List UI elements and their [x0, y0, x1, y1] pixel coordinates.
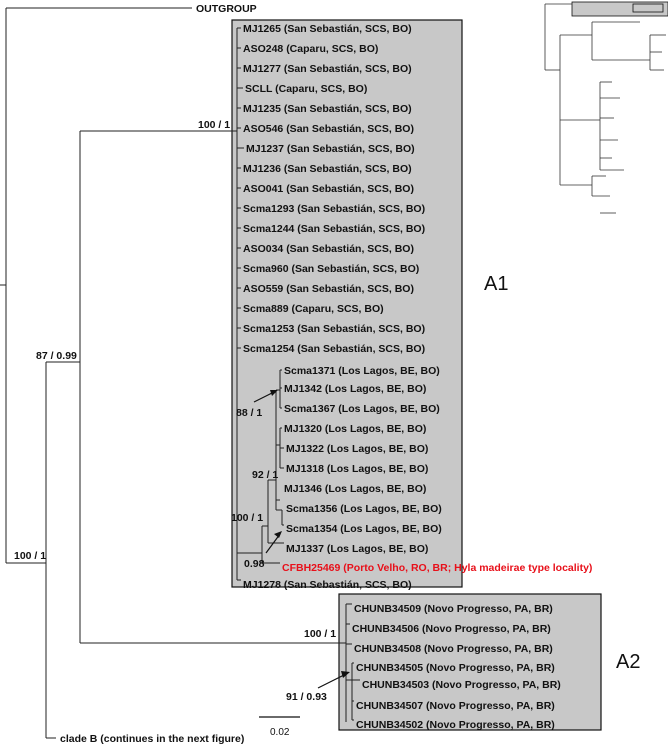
clade-b-label: clade B (continues in the next figure): [60, 733, 245, 745]
support-a2-node: 100 / 1: [304, 628, 337, 640]
a2-taxon-label: CHUNB34508 (Novo Progresso, PA, BR): [354, 643, 553, 655]
a1-taxon-label: MJ1235 (San Sebastián, SCS, BO): [243, 103, 412, 115]
a1-taxon-label: Scma1371 (Los Lagos, BE, BO): [284, 365, 440, 377]
a1-taxon-label: Scma960 (San Sebastián, SCS, BO): [243, 263, 420, 275]
a1-taxon-label: Scma889 (Caparu, SCS, BO): [243, 303, 384, 315]
scale-bar: [259, 717, 300, 738]
a1-taxon-label: Scma1244 (San Sebastián, SCS, BO): [243, 223, 426, 235]
a2-taxon-label: CHUNB34507 (Novo Progresso, PA, BR): [356, 700, 555, 712]
clade-a2-taxa: [352, 603, 561, 731]
a1-taxon-label: Scma1254 (San Sebastián, SCS, BO): [243, 343, 426, 355]
support-lagos-c: 100 / 1: [231, 512, 264, 524]
a1-taxon-label: ASO546 (San Sebastián, SCS, BO): [243, 123, 414, 135]
a2-taxon-label: CHUNB34502 (Novo Progresso, PA, BR): [356, 719, 555, 731]
a1-taxon-label: MJ1342 (Los Lagos, BE, BO): [284, 383, 427, 395]
support-root-node: 100 / 1: [14, 550, 47, 562]
a2-taxon-label: CHUNB34505 (Novo Progresso, PA, BR): [356, 662, 555, 674]
a1-taxon-label: Scma1354 (Los Lagos, BE, BO): [286, 523, 442, 535]
a1-taxon-label: ASO034 (San Sebastián, SCS, BO): [243, 243, 414, 255]
a1-taxon-label: MJ1277 (San Sebastián, SCS, BO): [243, 63, 412, 75]
a1-taxon-label: Scma1253 (San Sebastián, SCS, BO): [243, 323, 426, 335]
a1-taxon-label: ASO559 (San Sebastián, SCS, BO): [243, 283, 414, 295]
a1-taxon-label: MJ1337 (Los Lagos, BE, BO): [286, 543, 429, 555]
a1-taxon-label: MJ1346 (Los Lagos, BE, BO): [284, 483, 427, 495]
clade-a2-name: A2: [616, 651, 641, 673]
scale-bar-label: 0.02: [270, 727, 290, 738]
a2-taxon-label: CHUNB34509 (Novo Progresso, PA, BR): [354, 603, 553, 615]
support-lagos-a: 88 / 1: [236, 407, 263, 419]
support-cfbh-node: 0.98: [244, 558, 265, 570]
a1-taxon-label: Scma1293 (San Sebastián, SCS, BO): [243, 203, 426, 215]
a1-taxon-label: MJ1322 (Los Lagos, BE, BO): [286, 443, 429, 455]
a1-taxon-label: ASO041 (San Sebastián, SCS, BO): [243, 183, 414, 195]
a1-taxon-label: MJ1318 (Los Lagos, BE, BO): [286, 463, 429, 475]
support-a1-node: 100 / 1: [198, 119, 231, 131]
a2-taxon-label: CHUNB34506 (Novo Progresso, PA, BR): [352, 623, 551, 635]
a1-taxon-label: ASO248 (Caparu, SCS, BO): [243, 43, 379, 55]
overview-thumbnail: [545, 2, 668, 213]
a1-taxon-label: MJ1278 (San Sebastián, SCS, BO): [243, 579, 412, 591]
a1-taxon-label: MJ1265 (San Sebastián, SCS, BO): [243, 23, 412, 35]
a1-taxon-label: MJ1320 (Los Lagos, BE, BO): [284, 423, 427, 435]
support-a-node: 87 / 0.99: [36, 350, 77, 362]
a1-taxon-label: MJ1236 (San Sebastián, SCS, BO): [243, 163, 412, 175]
outgroup-label: OUTGROUP: [196, 3, 257, 15]
a1-taxon-label: SCLL (Caparu, SCS, BO): [245, 83, 368, 95]
a1-taxon-label: MJ1237 (San Sebastián, SCS, BO): [246, 143, 415, 155]
support-lagos-b: 92 / 1: [252, 469, 279, 481]
a1-taxon-label: Scma1367 (Los Lagos, BE, BO): [284, 403, 440, 415]
clade-a1-name: A1: [484, 273, 509, 295]
a2-taxon-label: CHUNB34503 (Novo Progresso, PA, BR): [362, 679, 561, 691]
a1-taxon-label: Scma1356 (Los Lagos, BE, BO): [286, 503, 442, 515]
a1-taxon-label: CFBH25469 (Porto Velho, RO, BR; Hyla madeirae type locality): [282, 562, 593, 574]
support-a2-inner: 91 / 0.93: [286, 691, 327, 703]
